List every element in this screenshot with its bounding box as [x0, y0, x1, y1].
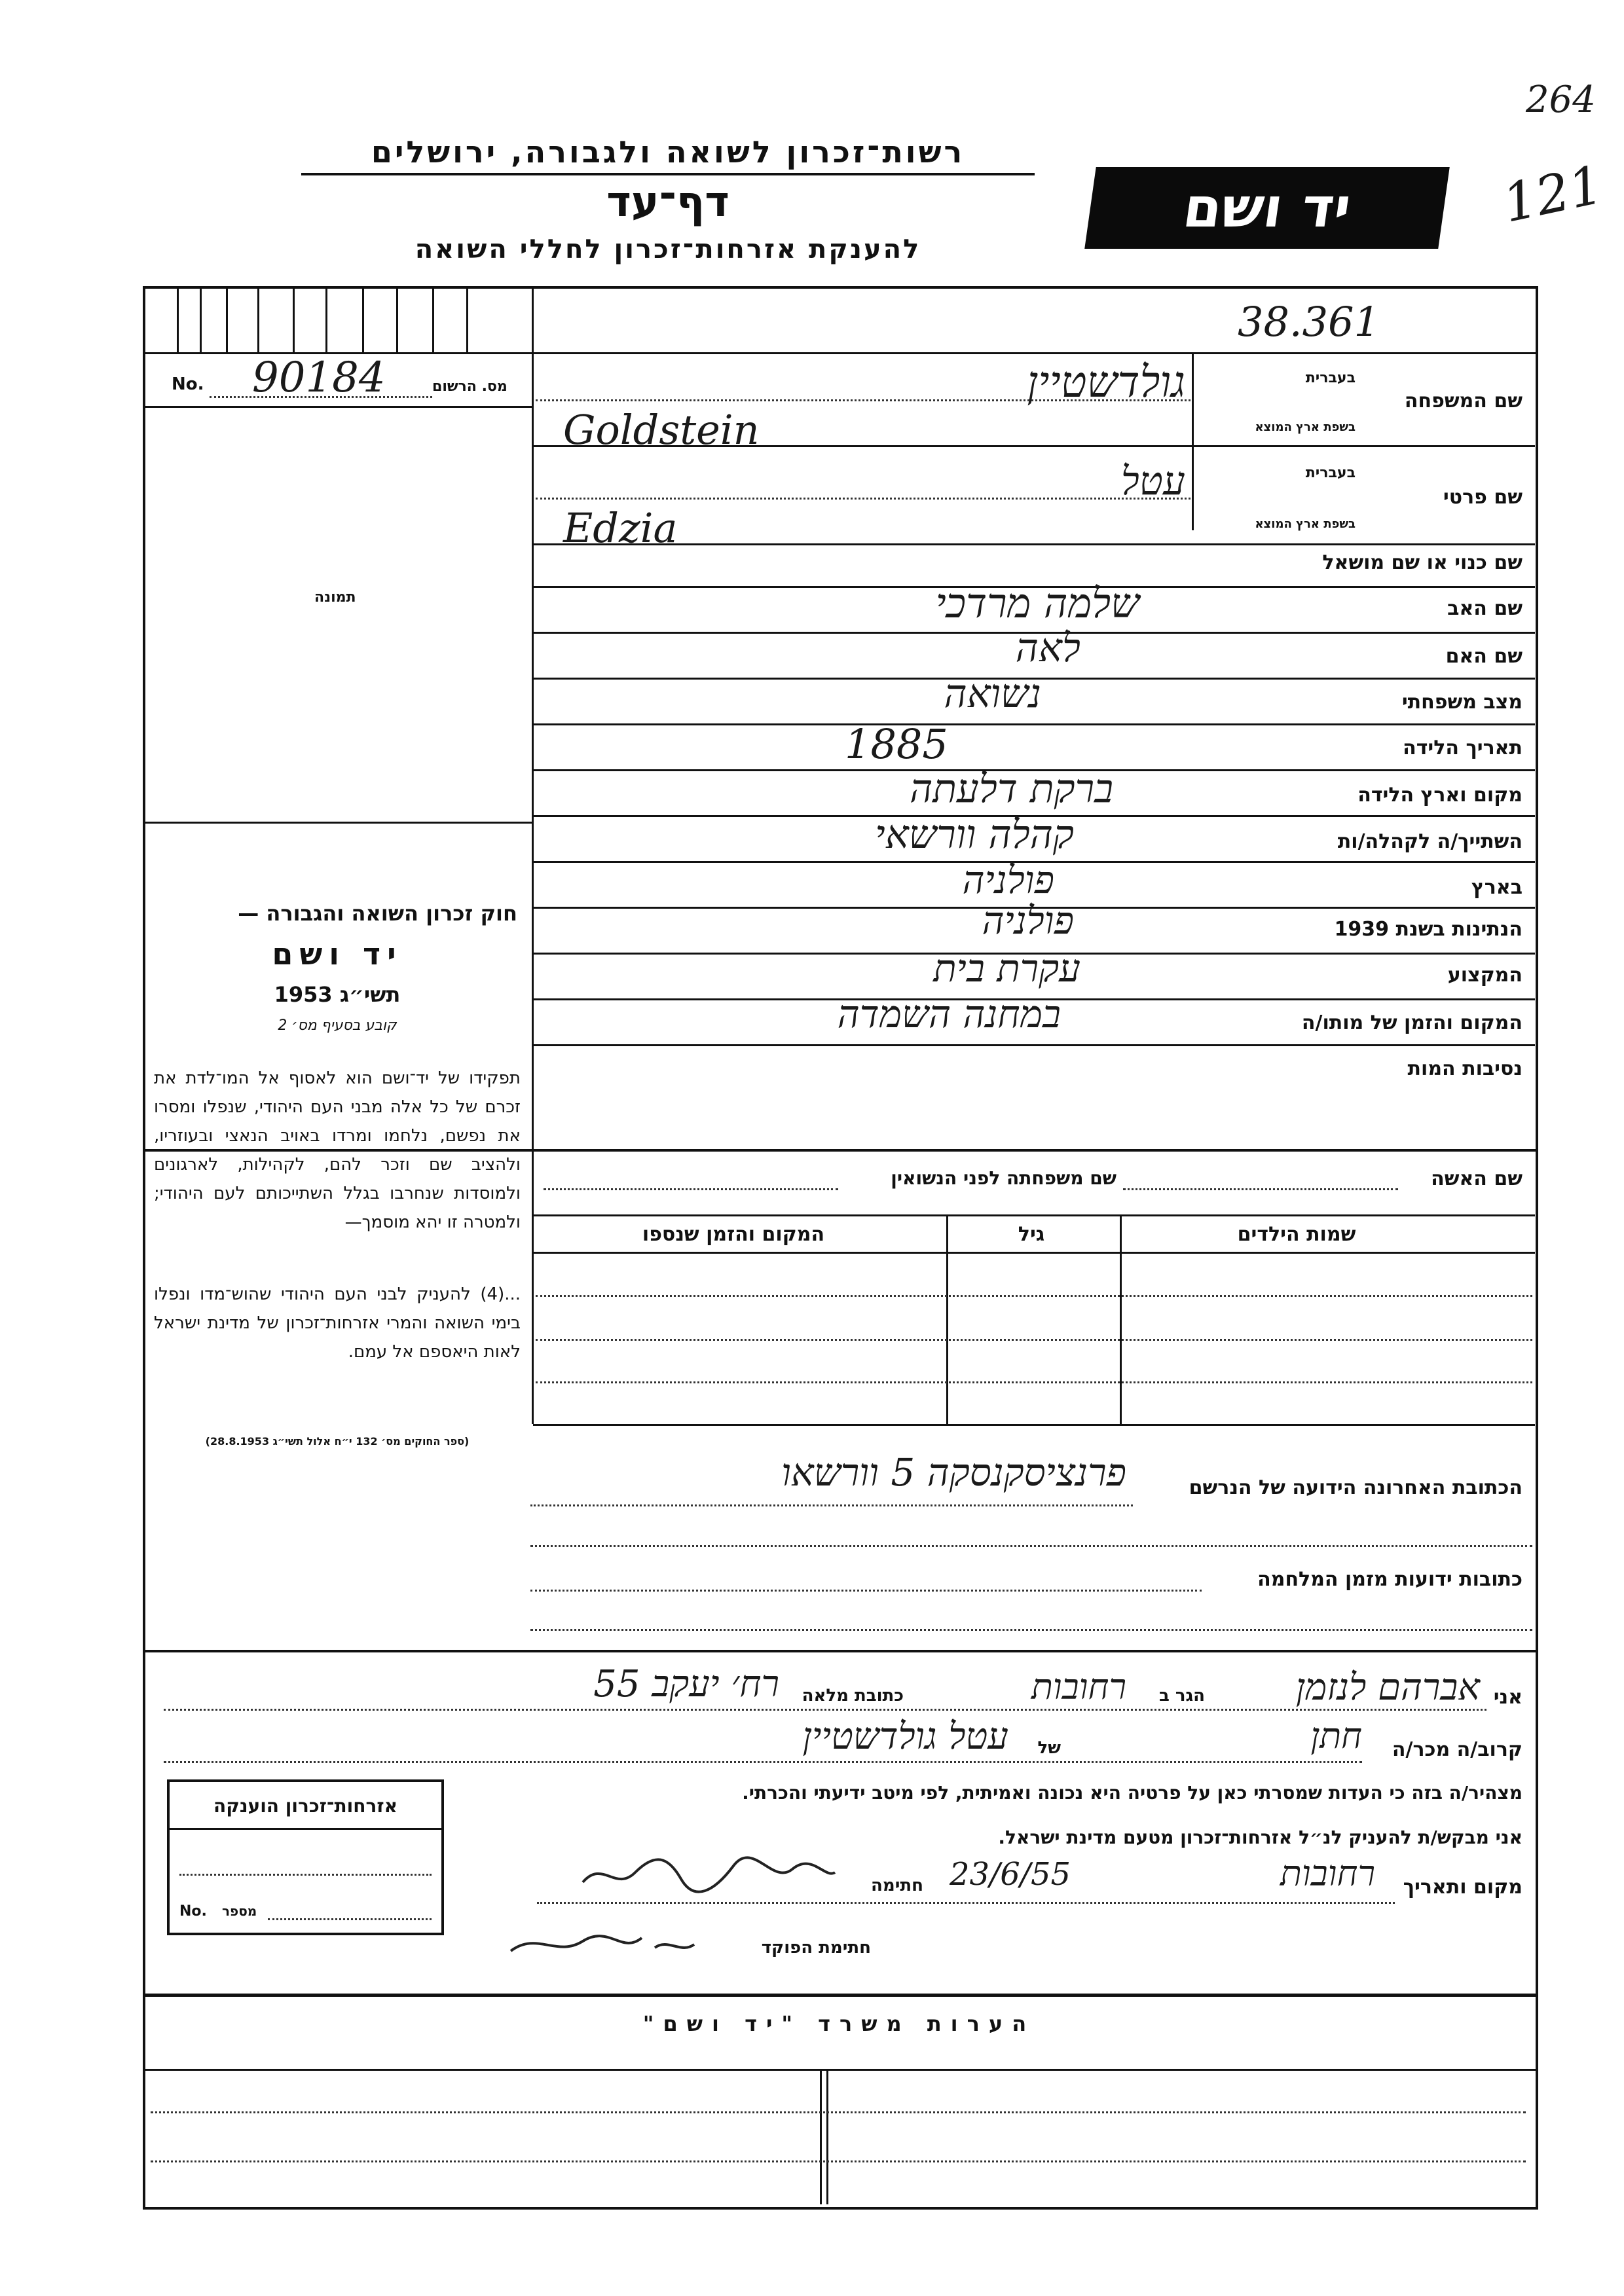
citizenship-number-label: מספר [222, 1903, 257, 1919]
declarant-signature [576, 1853, 838, 1899]
signature-label: חתימה [871, 1876, 923, 1895]
first-in-origin-label: בשפת ארץ המוצא [1255, 517, 1356, 531]
of-label: של [1037, 1738, 1061, 1758]
residing-city: רחובות [1031, 1666, 1126, 1707]
place-date-label: מקום ותאריך [1403, 1876, 1522, 1899]
relation-label: קרוב/ה מכר/ה [1392, 1738, 1522, 1761]
children-death-header: המקום והזמן שנספו [642, 1223, 825, 1246]
citizenship-no-label: No. [179, 1903, 207, 1920]
children-age-header: גיל [1018, 1223, 1045, 1246]
residing-label: הגר ב [1158, 1686, 1205, 1705]
wife-name-label: שם האשה [1431, 1167, 1522, 1190]
authority-heading: רשות־זכרון לשואה ולגבורה, ירושלים [371, 134, 965, 170]
community-label: השתייך/ה לקהלה/ות [1337, 830, 1522, 853]
law-citation: (ספר החוקים מס׳ 132 י״ח אלול תשי״ג 28.8.1953) [205, 1435, 470, 1448]
death-place: במחנה השמדה [837, 992, 1061, 1036]
citizenship-request: אני מבקש/ת להעניק לנ״ל אזרחות־זכרון מטעם מדינת ישראל. [998, 1827, 1522, 1848]
label-column-divider [1192, 352, 1194, 530]
profession: עקרת בית [933, 946, 1080, 991]
first-name-origin: Edzia [563, 504, 678, 552]
officer-signature-label: חתימת הפוקד [761, 1938, 871, 1958]
marital-status-label: מצב משפחתי [1401, 691, 1522, 714]
file-number: 38.361 [1238, 298, 1380, 346]
father-label: שם האב [1447, 597, 1522, 620]
mother-name: לאה [1015, 625, 1080, 671]
first-name-hebrew: עטל [1120, 458, 1185, 504]
maiden-name-label: שם משפחתה לפני הנשואין [891, 1167, 1116, 1189]
corner-mark: 121 [1498, 154, 1608, 234]
profession-label: המקצוע [1447, 964, 1522, 987]
page-number: 264 [1526, 79, 1596, 121]
community: קהלה וורשאי [875, 812, 1074, 858]
law-clause: קובע בסעיף מס׳ 2 [278, 1017, 397, 1034]
nickname-label: שם כנוי או שם מושאל [1322, 551, 1522, 574]
country: פולניה [962, 858, 1054, 902]
family-in-origin-label: בשפת ארץ המוצא [1255, 420, 1356, 434]
yad-vashem-logo: יד ושם [1084, 167, 1450, 249]
full-address: רח׳ יעקב 55 [593, 1663, 779, 1705]
first-name-label: שם פרטי [1443, 486, 1522, 509]
last-address: פרנציסקנסקה 5 וורשאו [781, 1450, 1126, 1495]
death-place-label: המקום והזמן של מותו/ה [1301, 1011, 1522, 1034]
declarant-i-label: אני [1493, 1686, 1522, 1709]
family-name-hebrew: גולדשטיין [1027, 357, 1185, 407]
declaration-statement: מצהיר/ה בזה כי העדות שמסרתי כאן על פרטיה היא נכונה ואמיתית, לפי מיטב ידיעתי והכרתי. [742, 1782, 1522, 1804]
last-address-label: הכתובת האחרונה הידועה של הנרשם [1189, 1476, 1522, 1499]
country-label: בארץ [1471, 876, 1522, 899]
first-in-hebrew-label: בעברית [1305, 465, 1356, 481]
left-column-divider [532, 286, 534, 1183]
law-year: תשי״ג 1953 [274, 982, 401, 1007]
birthdate-label: תאריך הלידה [1403, 737, 1522, 759]
form-title: דף־עד [606, 178, 729, 227]
death-cause-label: נסיבות המות [1407, 1057, 1522, 1080]
wartime-address-label: כתובות ידועות מזמן המלחמה [1257, 1568, 1522, 1591]
father-name: שלמה מרדכי [935, 579, 1139, 627]
family-in-hebrew-label: בעברית [1305, 370, 1356, 386]
reg-number-label: מס. הרשום [432, 378, 507, 395]
relation-of-name: עטל גולדשטיין [802, 1715, 1008, 1758]
citizenship-1939: פולניה [982, 898, 1074, 943]
registration-number: 90184 [252, 354, 386, 402]
office-notes-title: הערות משרד "יד ושם" [642, 2011, 1036, 2036]
birthplace: ברקת דלעתה [910, 766, 1113, 812]
citizenship-granted-box [167, 1779, 444, 1935]
birthplace-label: מקום וארץ הלידה [1357, 784, 1522, 807]
declarant-name: אברהם לנזמן [1295, 1666, 1480, 1709]
photo-label: תמונה [314, 589, 356, 606]
reg-no-label: No. [172, 374, 204, 394]
family-name-origin: Goldstein [563, 406, 760, 454]
law-name: יד ושם [272, 936, 403, 972]
authority-underline [301, 173, 1035, 175]
relation: חתן [1310, 1715, 1362, 1757]
citizenship-box-title: אזרחות־זכרון הוענקה [213, 1795, 397, 1817]
date-of-signing: 23/6/55 [950, 1856, 1071, 1893]
officer-signature [498, 1925, 747, 1964]
mother-label: שם האם [1445, 645, 1522, 668]
children-names-header: שמות הילדים [1237, 1223, 1356, 1246]
place-of-signing: רחובות [1280, 1853, 1375, 1894]
citizenship-1939-label: הנתינות בשנת 1939 [1334, 918, 1522, 941]
law-text-1: תפקידו של יד־ושם הוא לאסוף אל המו־לדת את זכרם של כל אלה מבני העם היהודי, שנפלו ומסרו את נפשם, נלחמו ומרדו באויב הנאצי ובעוזריו, ולהציב שם וזכר להם, לקהילות, לארגונים ולמוסדות שנחרבו בגלל השתייכותם לעם היהודי; ולמטרה זו יהא מוסמך— [154, 1068, 521, 1232]
marital-status: נשואה [944, 671, 1041, 717]
full-address-label: כתובת מלאה [802, 1686, 904, 1705]
law-title: חוק זכרון השואה והגבורה — [238, 901, 517, 926]
family-name-label: שם המשפחה [1404, 390, 1522, 412]
form-subtitle: להענקת אזרחות־זכרון לחללי השואה [415, 234, 921, 264]
law-text-2: ...(4) להעניק לבני העם היהודי שהוש־מדו ונפלו בימי השואה והמרי אזרחות־זכרון של מדינת ישראל לאות היאספם אל עמם. [154, 1285, 521, 1362]
birthdate: 1885 [845, 720, 948, 768]
